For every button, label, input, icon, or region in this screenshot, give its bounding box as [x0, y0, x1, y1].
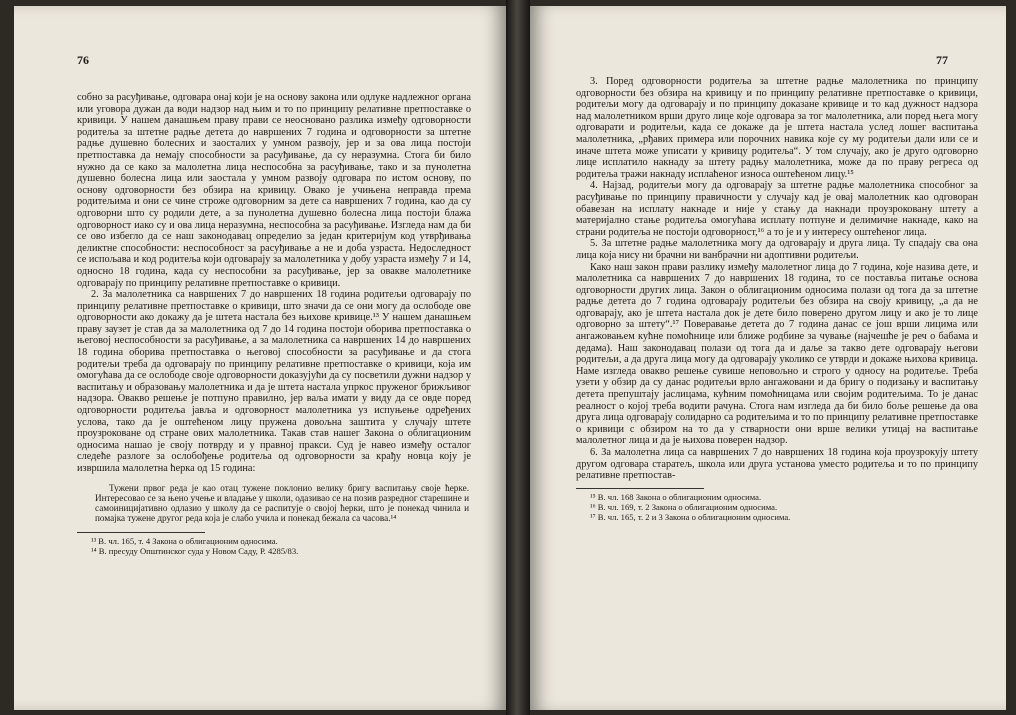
left-paragraph: собно за расуђивање, одговара онај који је на основу закона или одлуке надлежног органа или уговора дужан да води надзор над њим и то по принципу релативне претпоставке о кривици. У нашем данашњем праву прави се неосновано разлика између одговорности родитеља за штетне радње детета до навршених 7 година и одговорности за штетне радње душевно болесних и заосталих у умном развоју, јер и за ова лица постоји претпоставка да немају способности за расуђивање, да су неразумна. Стога би било нужно да се како за малолетна лица неспособна за расуђивање, тако и за пунолетна душевно болесна лица или заостала у умном развоју одговара по истом основу, по основу одговорности без обзира на кривицу. Овако је учињена неправда према родитељима и они се чине строже одговорним за дете са навршених 7 година, као да су одговорни што су родили дете, а за пунолетна душевно болесна лица постоји блажа одговорност иако су и ова лица неразумна, неспособна за расуђивање. Изгледа нам да би се ово избегло да се наш законодавац определио за један критеријум код утврђивања деликтне способности: неспособност за расуђивање а не и доба узраста. Недоследност се испољава и код родитеља који одговарају за малолетника у добу узраста између 7 и 14, односно 18 година, када су неспособни за расуђивање, јер за овакве малолетнике одговарају по принципу релативне претпоставке о кривици. [77, 92, 471, 289]
right-paragraph: 3. Поред одговорности родитеља за штетне радње малолетника по принципу одговорности без обзира на кривицу и по принципу релативне претпоставке о кривици, родитељи могу да одговарају и по принципу доказане кривице и то кад дужност надзора над малолетником врши друго лице које одговара за тог малолетника, али поред њега могу одговарати и родитељи, када се докаже да је штета настала услед лошег васпитања малолетника, „рђавих примера или порочних навика које су му родитељи дали или се и иначе штета може уписати у кривицу родитеља“. У том случају, ако је друго одговорно лице исплатило накнаду за штету радњу малолетника, може да по праву регреса од родитеља тражи накнаду исплаћеног износа оштећеном лицу.¹⁵ [576, 76, 978, 180]
footnote: ¹⁴ В. пресуду Општинског суда у Новом Саду, Р. 4285/83. [91, 545, 299, 556]
right-page-body [576, 76, 978, 522]
footnote-rule [576, 488, 704, 489]
footnote: ¹⁷ В. чл. 165, т. 2 и 3 Закона о облигационим односима. [590, 511, 791, 522]
left-page [14, 6, 506, 710]
left-page-body [77, 92, 471, 556]
page-number-right: 77 [936, 53, 948, 67]
right-page [530, 6, 1006, 710]
court-quote [95, 483, 469, 524]
footnote-rule [77, 532, 205, 533]
left-paragraph: 2. За малолетника са навршених 7 до навршених 18 година родитељи одговарају по принципу релативне претпоставке о кривици, што значи да се они могу да ослободе ове одговорности ако докажу да је штета настала без њихове кривице.¹³ У нашем данашњем праву заузет је став да за малолетника од 7 до 14 година постоји оборива претпоставка о његовој неспособности за расуђивање, а за малолетника са навршених 14 до навршених 18 година оборива претпоставка о његовој способности за расуђивање и да стога родитељи треба да одговарају по принципу релативне претпоставке о кривици, која им омогућава да се ослободе своје одговорности доказујући да су посветили дужни надзор у васпитању и образовању малолетника и да је штета настала упркос пруженог брижљивог надзора. Овакво решење је потпуно правилно, јер ваља имати у виду да се овде поред одговорности родитеља јавља и одговорност малолетника уз испуњење одређених услова, тако да је оштећеном лицу пружена довољна заштита у случају штете проузроковане од стране ових малолетника. Такав став нашег Закона о облигационим односима нашао је своју потврду и у правној пракси. Суд је навео између осталог следеће разлоге за ослобођење родитеља од одговорности за крађу новца коју је извршила малолетна ћерка од 15 година: [77, 289, 471, 474]
right-paragraph: 5. За штетне радње малолетника могу да одговарају и друга лица. Ту спадају сва она лица која нису ни брачни ни ванбрачни ни адоптивни родитељи. [576, 238, 978, 261]
footnote: ¹⁵ В. чл. 168 Закона о облигационим односима. [590, 491, 762, 502]
right-paragraph: 6. За малолетна лица са навршених 7 до навршених 18 година која проузрокују штету другом одговара старатељ, школа или друга установа уместо родитеља и то по принципу релативне претпостав- [576, 447, 978, 482]
court-quote-text: Тужени првог реда је као отац тужене поклонио велику бригу васпитању своје ћерке. Интересовао се за њено учење и владање у школи, одазивао се на позив разредног старешине и самоиницијативно одлазио у школу да се распитује о својој ћерки, што је понекад чинила и помајка тужене другог реда која је слабо учила и понекад бежала са часова.¹⁴ [95, 482, 469, 524]
footnote: ¹⁶ В. чл. 169, т. 2 Закона о облигационим односима. [590, 501, 778, 512]
right-paragraph: Како наш закон прави разлику између малолетног лица до 7 година, које назива дете, и малолетника са навршених 7 до навршених 18 година, то се поставља питање основа одговорности других лица. Закон о облигационим односима полази од тога да за штетне радње детета до 7 година одговарају родитељи без обзира на своју кривицу, „а да не одговарају, ако је штета настала док је дете било поверено другом лицу и ако је то лице одговорно за штету“.¹⁷ Поверавање детета до 7 година данас се још врши лицима или ангажовањем кућне помоћнице или ближе родбине за чување (најчешће је реч о бабама и дедама). Наш законодавац полази од тога да и даље за такво дете одговарају његови родитељи, а да друга лица могу да одговарају уколико се утврди и докаже њихова кривица. Наме изгледа овакво решење сувише неповољно и строго у односу на родитеље. Треба узети у обзир да су данас родитељи врло ангажовани и да бригу о подизању и васпитању детета препуштају јаслицама, кућним помоћницама или својим родитељима. То је данас реалност о којој треба водити рачуна. Стога нам изгледа да би било боље решење да ова друга лица одговарају солидарно са родитељима и то по принципу релативне претпоставке о кривици с обзиром на то да у стварности они врше велики утицај на васпитање малолетног лица и да је њихова поверен надзор. [576, 261, 978, 447]
footnote: ¹³ В. чл. 165, т. 4 Закона о облигационим односима. [91, 535, 278, 546]
page-number-left: 76 [77, 53, 89, 67]
right-paragraph: 4. Најзад, родитељи могу да одговарају за штетне радње малолетника способног за расуђивање по принципу правичности у случају кад је овај малолетник као одговоран обавезан на исплату накнаде и није у стању да накнади проузроковану штету а материјално стање родитеља омогућава исплату потпуне и делимичне накнаде, како на страни родитеља не постоји одговорност,¹⁶ а то је и у интересу оштећеног лица. [576, 180, 978, 238]
book-gutter [506, 0, 530, 715]
